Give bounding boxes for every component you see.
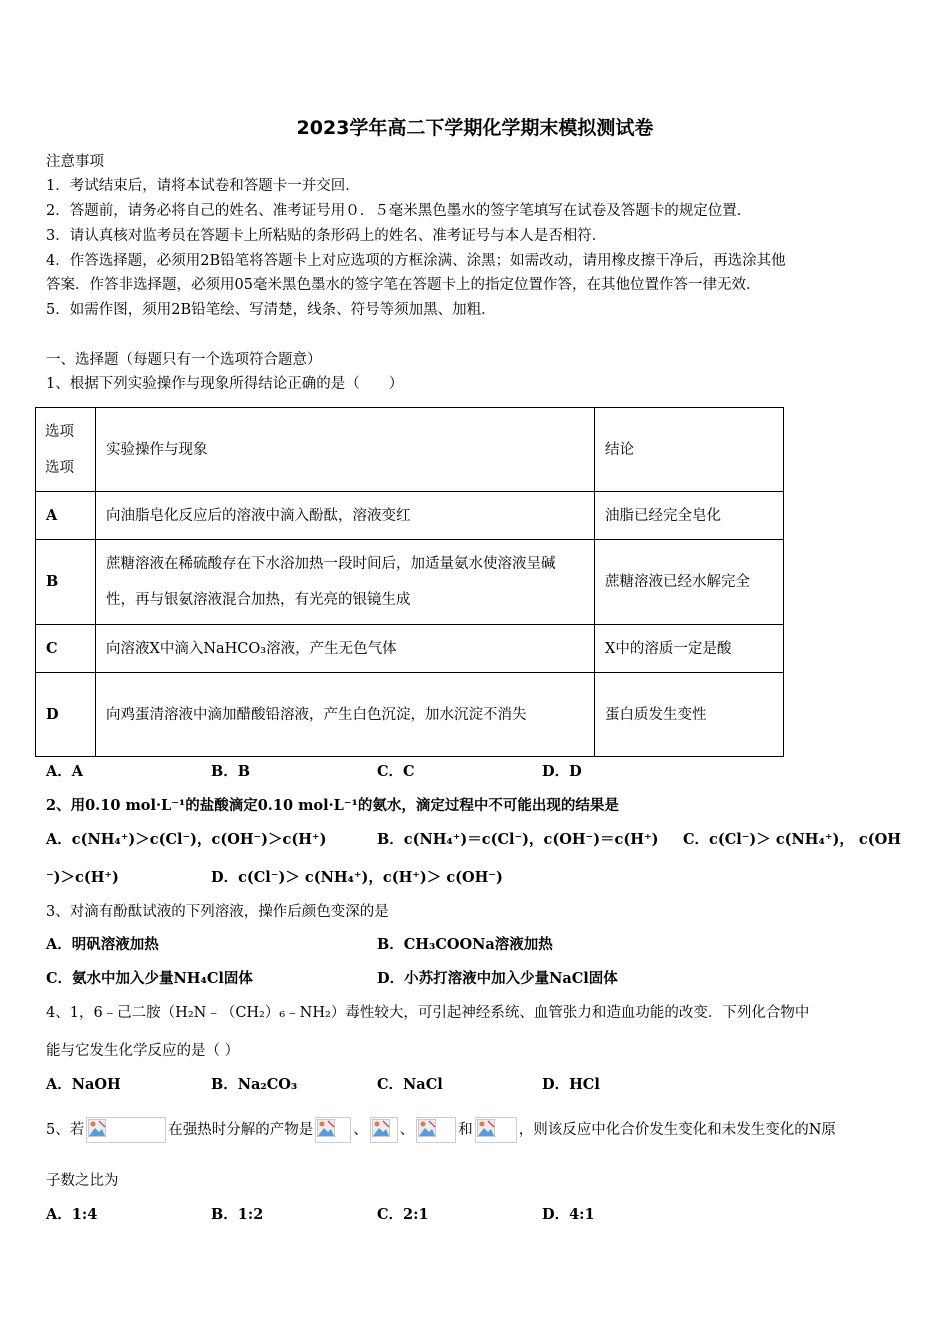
row-operation: 向油脂皂化反应后的溶液中滴入酚酞，溶液变红 [96,492,595,540]
notice-item: 5．如需作图，须用2B铅笔绘、写清楚，线条、符号等须加黑、加粗． [46,302,496,318]
q1-table [35,407,784,757]
row-option: C [36,625,96,673]
table-row [36,673,784,757]
q4-option: A．NaOH [46,1076,121,1093]
q2-option: B．c(NH₄⁺)＝c(Cl⁻)，c(OH⁻)＝c(H⁺) [377,831,659,848]
q5-option: D．4:1 [542,1206,595,1223]
notice-item: 2．答题前，请务必将自己的姓名、准考证号用０．５毫米黑色墨水的签字笔填写在试卷及答题卡的规定位置． [46,203,752,219]
notice-item: 3．请认真核对监考员在答题卡上所粘贴的条形码上的姓名、准考证号与本人是否相符． [46,228,607,244]
notice-item: 答案．作答非选择题，必须用05毫米黑色墨水的签字笔在答题卡上的指定位置作答，在其他位置作答一律无效． [46,277,761,293]
table-row [36,540,784,625]
header-conclusion: 结论 [595,408,784,492]
q1-option: C．C [377,763,415,780]
notice-item: 1．考试结束后，请将本试卷和答题卡一并交回． [46,178,360,194]
q4-stem: 4、1，6﹣己二胺（H₂N﹣（CH₂）₆﹣NH₂）毒性较大，可引起神经系统、血管张力和造血功能的改变．下列化合物中 [46,1005,810,1021]
notice-heading: 注意事项 [46,154,104,170]
q5-stem [46,1110,836,1150]
broken-image-icon [370,1117,398,1143]
q4-option: C．NaCl [377,1076,443,1093]
broken-image-icon [315,1117,351,1143]
row-conclusion: 蔗糖溶液已经水解完全 [595,540,784,625]
table-row [36,492,784,540]
broken-image-icon [416,1117,456,1143]
section-heading: 一、选择题（每题只有一个选项符合题意） [46,352,322,368]
q5-option: B．1:2 [211,1206,264,1223]
header-option [36,408,96,492]
q5-option: A．1:4 [46,1206,98,1223]
notice-item: 4．作答选择题，必须用2B铅笔将答题卡上对应选项的方框涂满、涂黑；如需改动，请用橡皮擦干净后，再选涂其他 [46,253,786,269]
broken-image-icon [475,1117,517,1143]
q3-option: D．小苏打溶液中加入少量NaCl固体 [377,970,618,987]
q4-option: B．Na₂CO₃ [211,1076,298,1093]
row-conclusion: X中的溶质一定是酸 [595,625,784,673]
header-option-text: 选项 选项 [45,423,74,476]
header-operation: 实验操作与现象 [96,408,595,492]
q5-option: C．2:1 [377,1206,429,1223]
q2-option: D．c(Cl⁻)＞ c(NH₄⁺)，c(H⁺)＞ c(OH⁻) [211,869,503,886]
q2-option: A．c(NH₄⁺)＞c(Cl⁻)，c(OH⁻)＞c(H⁺) [46,831,327,848]
image-placeholder-icon [372,1119,390,1137]
row-operation: 蔗糖溶液在稀硫酸存在下水浴加热一段时间后，加适量氨水使溶液呈碱性，再与银氨溶液混合加热，有光亮的银镜生成 [96,540,595,625]
row-option: D [36,673,96,757]
q5-text: ，则该反应中化合价发生变化和未发生变化的N原 [518,1122,836,1138]
q1-option: A．A [46,763,84,780]
q3-option: A．明矾溶液加热 [46,936,159,953]
q5-text: 在强热时分解的产物是 [168,1122,314,1138]
q2-stem: 2、用0.10 mol·L⁻¹的盐酸滴定0.10 mol·L⁻¹的氨水，滴定过程中不可能出现的结果是 [46,797,619,814]
row-option: B [36,540,96,625]
row-option: A [36,492,96,540]
q5-text: 、 [399,1122,415,1138]
q5-text: 5、若 [46,1122,85,1138]
q5-stem-cont: 子数之比为 [46,1173,119,1189]
q5-text: 和 [458,1122,473,1138]
q1-option: D．D [542,763,582,780]
q3-option: C．氨水中加入少量NH₄Cl固体 [46,970,253,987]
q3-stem: 3、对滴有酚酞试液的下列溶液，操作后颜色变深的是 [46,904,389,920]
image-placeholder-icon [88,1119,106,1137]
q2-option-cont: ⁻)＞c(H⁺) [46,869,119,886]
table-header-row [36,408,784,492]
q4-option: D．HCl [542,1076,600,1093]
row-conclusion: 蛋白质发生变性 [595,673,784,757]
image-placeholder-icon [317,1119,335,1137]
image-placeholder-icon [477,1119,495,1137]
q1-option: B．B [211,763,251,780]
row-operation: 向鸡蛋清溶液中滴加醋酸铅溶液，产生白色沉淀，加水沉淀不消失 [96,673,595,757]
q3-option: B．CH₃COONa溶液加热 [377,936,553,953]
table-row [36,625,784,673]
row-conclusion: 油脂已经完全皂化 [595,492,784,540]
q5-text: 、 [353,1122,368,1138]
page-title: 2023学年高二下学期化学期末模拟测试卷 [296,117,654,139]
image-placeholder-icon [418,1119,436,1137]
q1-stem: 1、根据下列实验操作与现象所得结论正确的是（ ） [46,376,404,392]
broken-image-icon [86,1117,166,1143]
q4-stem-cont: 能与它发生化学反应的是（ ） [46,1043,240,1059]
row-operation: 向溶液X中滴入NaHCO₃溶液，产生无色气体 [96,625,595,673]
q2-option: C．c(Cl⁻)＞ c(NH₄⁺)， c(OH [683,831,901,848]
